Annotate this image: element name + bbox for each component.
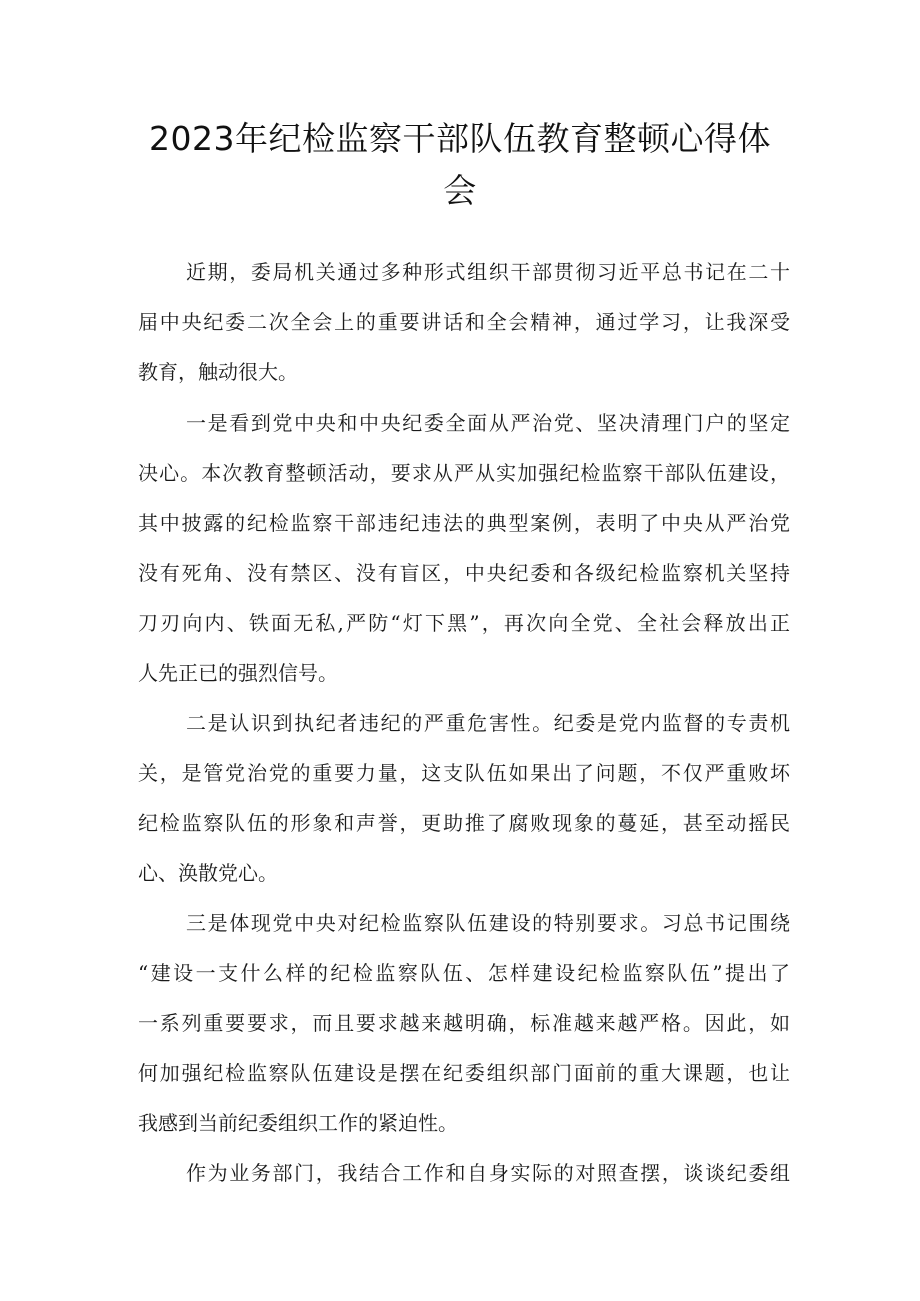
paragraph-4-line-2: “建设一支什么样的纪检监察队伍、怎样建设纪检监察队伍”提出了 <box>138 961 790 985</box>
document-title-line-2: 会 <box>443 171 477 210</box>
paragraph-2-line-4: 没有死角、没有禁区、没有盲区，中央纪委和各级纪检监察机关坚持 <box>138 561 790 585</box>
paragraph-1-line-2: 届中央纪委二次全会上的重要讲话和全会精神，通过学习，让我深受 <box>138 310 790 334</box>
paragraph-3-line-1: 二是认识到执纪者违纪的严重危害性。纪委是党内监督的专责机 <box>186 711 790 735</box>
paragraph-2-line-5: 刀刃向内、铁面无私,严防“灯下黑”，再次向全党、全社会释放出正 <box>138 611 790 635</box>
paragraph-3-line-4: 心、涣散党心。 <box>138 861 278 885</box>
paragraph-2-line-3: 其中披露的纪检监察干部违纪违法的典型案例，表明了中央从严治党 <box>138 511 790 535</box>
paragraph-1-line-1: 近期，委局机关通过多种形式组织干部贯彻习近平总书记在二十 <box>186 260 790 284</box>
paragraph-4-line-4: 何加强纪检监察队伍建设是摆在纪委组织部门面前的重大课题，也让 <box>138 1061 790 1085</box>
paragraph-5-line-1: 作为业务部门，我结合工作和自身实际的对照查摆，谈谈纪委组 <box>186 1161 790 1185</box>
paragraph-1-line-3: 教育，触动很大。 <box>138 360 298 384</box>
paragraph-2-line-2: 决心。本次教育整顿活动，要求从严从实加强纪检监察干部队伍建设， <box>138 461 790 485</box>
paragraph-4-line-5: 我感到当前纪委组织工作的紧迫性。 <box>138 1111 458 1135</box>
paragraph-2-line-6: 人先正已的强烈信号。 <box>138 661 338 685</box>
paragraph-3-line-3: 纪检监察队伍的形象和声誉，更助推了腐败现象的蔓延，甚至动摇民 <box>138 811 790 835</box>
paragraph-4-line-3: 一系列重要要求，而且要求越来越明确，标准越来越严格。因此，如 <box>138 1011 790 1035</box>
paragraph-2-line-1: 一是看到党中央和中央纪委全面从严治党、坚决清理门户的坚定 <box>186 411 790 435</box>
paragraph-4-line-1: 三是体现党中央对纪检监察队伍建设的特别要求。习总书记围绕 <box>186 911 790 935</box>
document-title-line-1: 2023年纪检监察干部队伍教育整顿心得体 <box>149 119 771 158</box>
paragraph-3-line-2: 关，是管党治党的重要力量，这支队伍如果出了问题，不仅严重败坏 <box>138 761 790 785</box>
